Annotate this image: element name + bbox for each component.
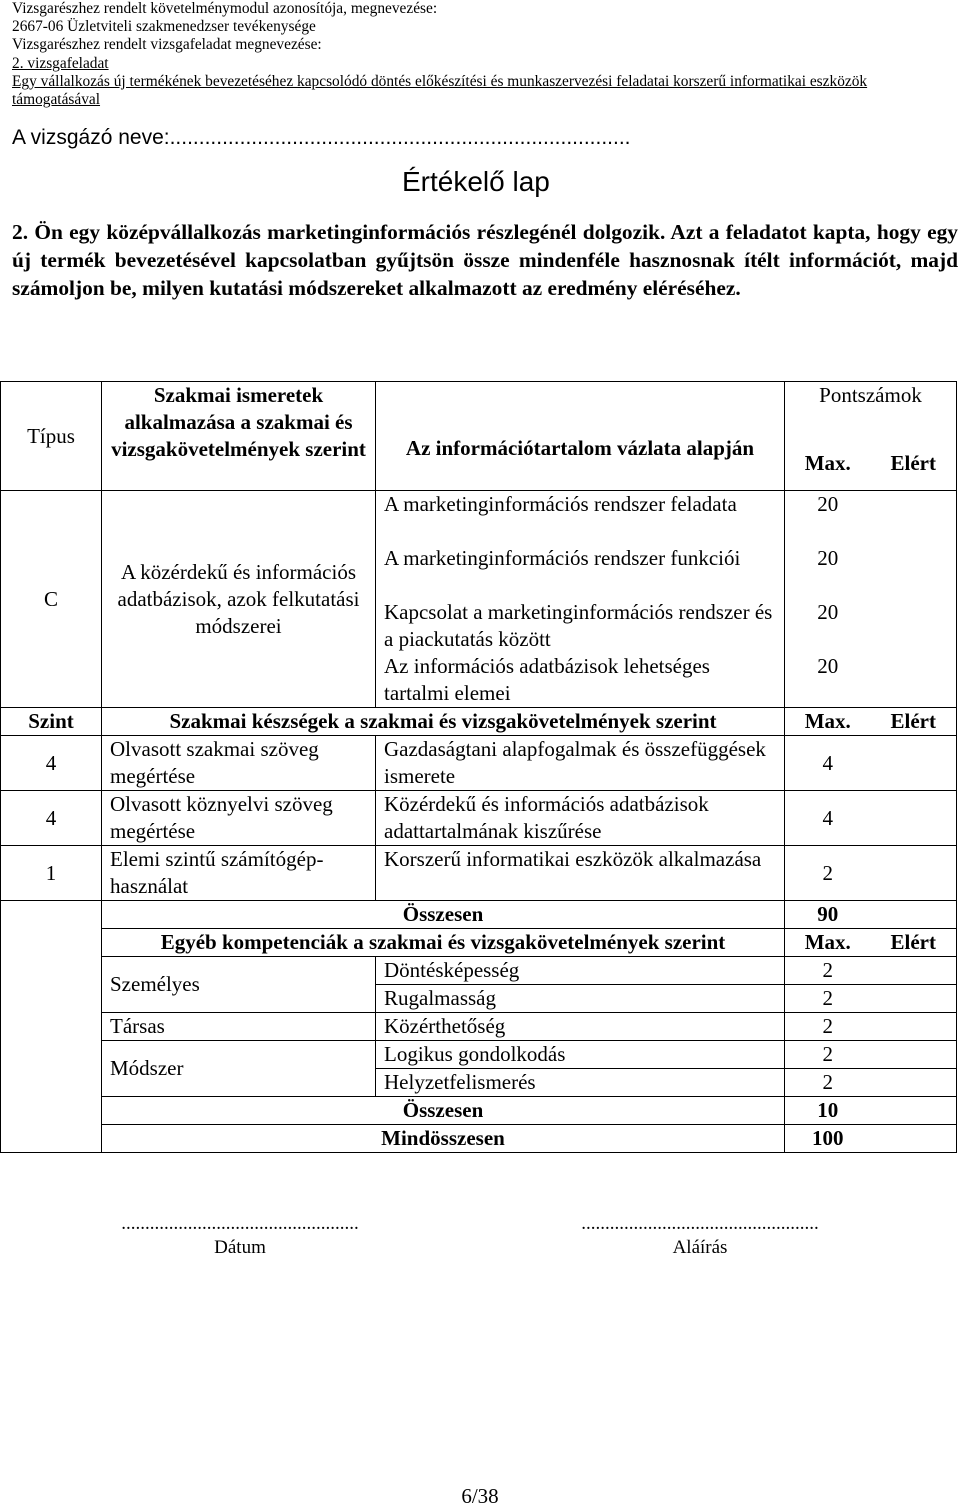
other-header-title: Egyéb kompetenciák a szakmai és vizsgakövetelmények szerint — [102, 929, 785, 957]
competence-name: Rugalmasság — [376, 985, 785, 1013]
header-informaciotartalom: Az információtartalom vázlata alapján — [376, 382, 785, 491]
table-row — [1, 957, 957, 985]
skill-max: 2 — [785, 846, 871, 901]
signature-block — [562, 1212, 838, 1260]
grand-total-label: Mindösszesen — [102, 1125, 785, 1153]
table-row — [1, 846, 957, 901]
table-row — [1, 736, 957, 791]
skill-elert — [871, 846, 957, 901]
candidate-name-field: A vizsgázó neve:............................................................................... — [12, 126, 631, 149]
competence-max: 2 — [785, 1069, 871, 1097]
header-elert: Elért — [871, 437, 957, 491]
date-block — [104, 1212, 376, 1260]
header-task-number: 2. vizsgafeladat — [12, 54, 109, 72]
c-max-cell — [785, 491, 871, 708]
spacer-cell — [1, 1041, 102, 1069]
skill-level: 4 — [1, 736, 102, 791]
grand-total-elert — [871, 1125, 957, 1153]
spacer-cell — [1, 985, 102, 1013]
other-header-elert: Elért — [871, 929, 957, 957]
header-pontszamok: Pontszámok — [785, 382, 957, 437]
spacer-cell — [1, 901, 102, 929]
total2-label: Összesen — [102, 1097, 785, 1125]
spacer-cell — [1, 1125, 102, 1153]
spacer-cell — [1, 1013, 102, 1041]
table-row — [1, 1013, 957, 1041]
header-task-label: Vizsgarészhez rendelt vizsgafeladat megnevezése: — [12, 36, 322, 54]
competence-name: Helyzetfelismerés — [376, 1069, 785, 1097]
c-item-4: Az információs adatbázisok lehetséges tartalmi elemei — [384, 654, 710, 705]
c-elert-cell — [871, 491, 957, 708]
competence-group: Társas — [102, 1013, 376, 1041]
total1-value: 90 — [785, 901, 871, 929]
skill-max: 4 — [785, 791, 871, 846]
competence-max: 2 — [785, 957, 871, 985]
total2-elert — [871, 1097, 957, 1125]
page-number: 6/38 — [461, 1484, 499, 1508]
skill-level: 4 — [1, 791, 102, 846]
skill-name: Elemi szintű számítógép-használat — [102, 846, 376, 901]
skills-header-max: Max. — [785, 708, 871, 736]
total2-value: 10 — [785, 1097, 871, 1125]
evaluation-table — [0, 381, 957, 1153]
c-item-3: Kapcsolat a marketinginformációs rendszer és a piackutatás között — [384, 600, 773, 651]
signature-label: Aláírás — [672, 1237, 728, 1258]
skill-elert — [871, 791, 957, 846]
skills-header-elert: Elért — [871, 708, 957, 736]
skills-header-szint: Szint — [1, 708, 102, 736]
competence-elert — [871, 1013, 957, 1041]
competence-name: Közérthetőség — [376, 1013, 785, 1041]
spacer-cell — [1, 957, 102, 985]
c-item-2: A marketinginformációs rendszer funkciói — [384, 546, 741, 570]
competence-max: 2 — [785, 1041, 871, 1069]
competence-elert — [871, 957, 957, 985]
total1-label: Összesen — [102, 901, 785, 929]
table-row — [1, 1041, 957, 1069]
c-max-3: 20 — [817, 600, 839, 624]
competence-group: Módszer — [102, 1041, 376, 1097]
task-description: 2. Ön egy középvállalkozás marketinginformációs részlegénél dolgozik. Azt a feladatot kapta, hogy egy új termék bevezetésével kapcsolatban gyűjtsön össze mindenféle hasznosnak ítélt információt, majd számoljon be, milyen kutatási módszereket alkalmazott az eredmény eléréséhez. — [12, 220, 958, 300]
competence-name: Döntésképesség — [376, 957, 785, 985]
c-topic-cell: A közérdekű és információs adatbázisok, azok felkutatási módszerei — [102, 491, 376, 708]
header-task-title: Egy vállalkozás új termékének bevezetéséhez kapcsolódó döntés előkészítési és munkaszervezési feladatai korszerű informatikai eszközök — [12, 72, 868, 90]
date-label: Dátum — [214, 1237, 266, 1258]
competence-max: 2 — [785, 985, 871, 1013]
competence-elert — [871, 1041, 957, 1069]
spacer-cell — [1, 1069, 102, 1097]
skill-content: Közérdekű és információs adatbázisok adattartalmának kiszűrése — [376, 791, 785, 846]
competence-elert — [871, 985, 957, 1013]
c-items-cell — [376, 491, 785, 708]
page-title: Értékelő lap — [402, 166, 550, 197]
c-max-2: 20 — [817, 546, 839, 570]
competence-name: Logikus gondolkodás — [376, 1041, 785, 1069]
header-module-label: Vizsgarészhez rendelt követelménymodul azonosítója, megnevezése: — [12, 0, 438, 17]
c-max-4: 20 — [817, 654, 839, 678]
skill-elert — [871, 736, 957, 791]
c-item-1: A marketinginformációs rendszer feladata — [384, 492, 737, 516]
competence-elert — [871, 1069, 957, 1097]
header-tipus: Típus — [1, 382, 102, 491]
grand-total-value: 100 — [785, 1125, 871, 1153]
c-max-1: 20 — [817, 492, 839, 516]
competence-group: Személyes — [102, 957, 376, 1013]
skill-content: Korszerű informatikai eszközök alkalmazása — [376, 846, 785, 901]
date-dotted-line: .................................................. — [121, 1213, 359, 1234]
other-header-max: Max. — [785, 929, 871, 957]
total1-elert — [871, 901, 957, 929]
header-max: Max. — [785, 437, 871, 491]
spacer-cell — [1, 1097, 102, 1125]
c-type-cell: C — [1, 491, 102, 708]
table-row — [1, 791, 957, 846]
skills-header-title: Szakmai készségek a szakmai és vizsgakövetelmények szerint — [102, 708, 785, 736]
skill-name: Olvasott köznyelvi szöveg megértése — [102, 791, 376, 846]
spacer-cell — [1, 929, 102, 957]
skill-level: 1 — [1, 846, 102, 901]
signature-dotted-line: .................................................. — [581, 1213, 819, 1234]
skill-max: 4 — [785, 736, 871, 791]
header-module-name: 2667-06 Üzletviteli szakmenedzser tevékenysége — [12, 18, 316, 36]
skill-name: Olvasott szakmai szöveg megértése — [102, 736, 376, 791]
skill-content: Gazdaságtani alapfogalmak és összefüggések ismerete — [376, 736, 785, 791]
competence-max: 2 — [785, 1013, 871, 1041]
header-task-title-cont: támogatásával — [12, 91, 101, 109]
header-szakmai-ismeretek: Szakmai ismeretek alkalmazása a szakmai és vizsgakövetelmények szerint — [102, 382, 376, 491]
page-header — [12, 0, 948, 109]
